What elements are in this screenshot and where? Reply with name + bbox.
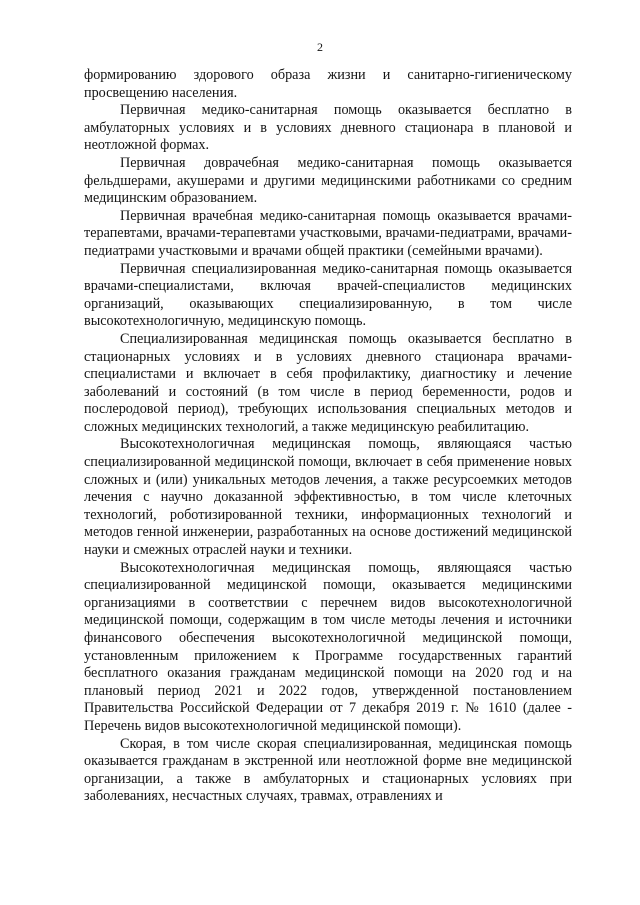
paragraph-doctor-care: Первичная врачебная медико-санитарная помощь оказывается врачами-терапевтами, врачами-терапевтами участковыми, врачами-педиатрами, врачами-педиатрами участковыми и врачами общей практики (семейными врачами).	[84, 207, 572, 259]
paragraph-pre-doctor-care: Первичная доврачебная медико-санитарная помощь оказывается фельдшерами, акушерами и другими медицинскими работниками со средним медицинским образованием.	[84, 154, 572, 207]
paragraph-health-education: формированию здорового образа жизни и санитарно-гигиеническому просвещению населения.	[84, 67, 572, 101]
paragraph-high-tech-list: Высокотехнологичная медицинская помощь, являющаяся частью специализированной медицинской помощи, оказывается медицинскими организациями в соответствии с перечнем видов высокотехнологичной медицинской помощи, содержащим в том числе методы лечения и источники финансового обеспечения высокотехнологичной медицинской помощи, установленным приложением к Программе государственных гарантий бесплатного оказания гражданам медицинской помощи на 2020 год и на плановый период 2021 и 2022 годов, утвержденной постановлением Правительства Российской Федерации от 7 декабря 2019 г. № 1610 (далее - Перечень видов высокотехнологичной медицинской помощи).	[84, 559, 572, 734]
paragraph-high-tech-care: Высокотехнологичная медицинская помощь, являющаяся частью специализированной медицинской помощи, включает в себя применение новых сложных и (или) уникальных методов лечения, а также ресурсоемких методов лечения с научно доказанной эффективностью, в том числе клеточных технологий, роботизированной техники, информационных технологий и методов генной инженерии, разработанных на основе достижений медицинской науки и смежных отраслей науки и техники.	[84, 436, 572, 559]
document-body	[84, 67, 572, 806]
paragraph-specialized-primary-care: Первичная специализированная медико-санитарная помощь оказывается врачами-специалистами, включая врачей-специалистов медицинских организаций, оказывающих специализированную, в том числе высокотехнологичную, медицинскую помощь.	[84, 260, 572, 330]
paragraph-primary-care-free: Первичная медико-санитарная помощь оказывается бесплатно в амбулаторных условиях и в условиях дневного стационара в плановой и неотложной формах.	[84, 102, 572, 154]
paragraph-emergency-care: Скорая, в том числе скорая специализированная, медицинская помощь оказывается гражданам в экстренной или неотложной форме вне медицинской организации, а также в амбулаторных и стационарных условиях при заболеваниях, несчастных случаях, травмах, отравлениях и	[84, 735, 572, 805]
page-number: 2	[317, 40, 323, 54]
paragraph-specialized-care: Специализированная медицинская помощь оказывается бесплатно в стационарных условиях и в условиях дневного стационара врачами-специалистами и включает в себя профилактику, диагностику и лечение заболеваний и состояний (в том числе в период беременности, родов и послеродовой период), требующих использования специальных методов и сложных медицинских технологий, а также медицинскую реабилитацию.	[84, 330, 572, 435]
